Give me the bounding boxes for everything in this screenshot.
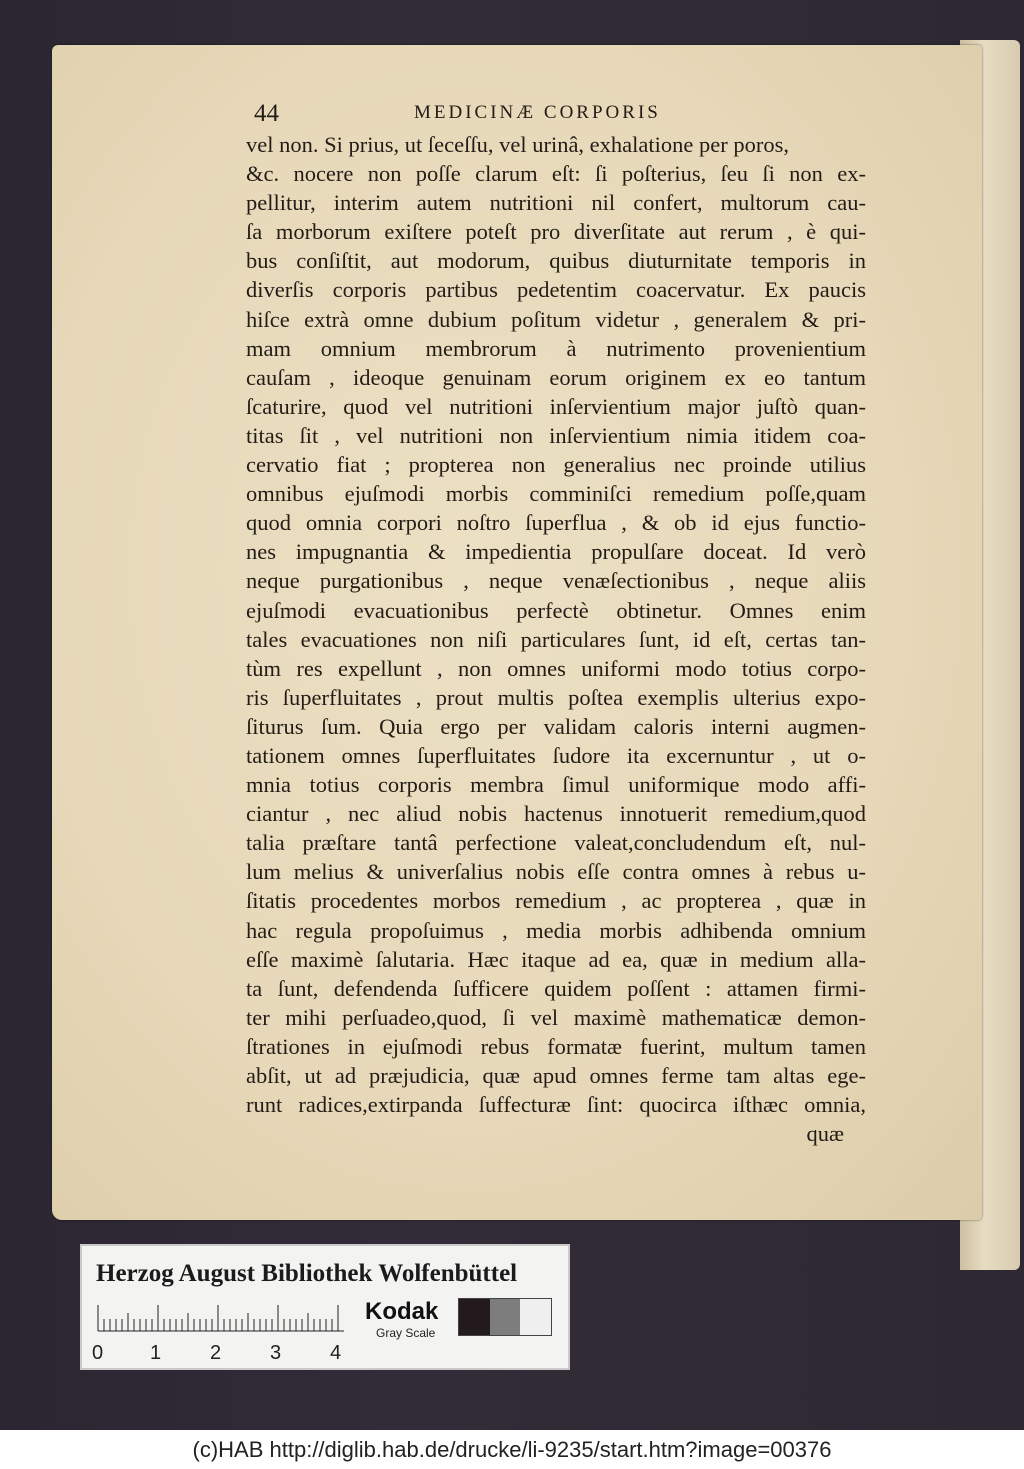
ruler-label: 0 (92, 1342, 104, 1364)
kodak-logo: Kodak (365, 1298, 439, 1325)
running-head: MEDICINÆ CORPORIS (414, 102, 661, 123)
ruler-label: 1 (150, 1342, 162, 1364)
text-line: tùm res expellunt , non omnes uniformi modo totius corpo- (246, 655, 866, 681)
text-line: ris ſuperfluitates , prout multis poſtea exemplis ulterius expo- (246, 684, 866, 710)
text-line: nes impugnantia & impedientia propulſare doceat. Id verò (246, 539, 866, 565)
text-line: ejuſmodi evacuationibus perfectè obtinetur. Omnes enim (246, 597, 866, 623)
text-line: hac regula propoſuimus , media morbis adhibenda omnium (246, 917, 866, 943)
text-line: quod omnia corpori noſtro ſuperflua , & ob id ejus functio- (246, 510, 866, 536)
grayscale-label: Gray Scale (376, 1326, 436, 1340)
text-line: omnibus ejuſmodi morbis comminiſci remedium poſſe,quam (246, 481, 866, 507)
text-line: ſa morborum exiſtere poteſt pro diverſitate aut rerum , è qui- (246, 219, 866, 245)
ruler-label: 3 (270, 1342, 282, 1364)
library-color-card (80, 1244, 570, 1370)
swatch-dark (459, 1299, 490, 1335)
text-line: pellitur, interim autem nutritioni nil confert, multorum cau- (246, 190, 866, 216)
text-line: ſtrationes in ejuſmodi rebus formatæ fuerint, multum tamen (246, 1033, 866, 1059)
text-line: lum melius & univerſalius nobis eſſe contra omnes à rebus u- (246, 859, 866, 885)
text-line: ter mihi perſuadeo,quod, ſi vel maximè mathematicæ demon- (246, 1004, 866, 1030)
text-line: ſiturus ſum. Quia ergo per validam caloris interni augmen- (246, 713, 866, 739)
text-line: neque purgationibus , neque venæſectionibus , neque aliis (246, 568, 866, 594)
text-line: tales evacuationes non niſi particulares ſunt, id eſt, certas tan- (246, 626, 866, 652)
page-header (246, 96, 866, 130)
ruler-label: 4 (330, 1342, 342, 1364)
ruler-labels (92, 1342, 352, 1366)
ruler-label: 2 (210, 1342, 222, 1364)
swatch-mid (490, 1299, 521, 1335)
text-line: runt radices,extirpanda ſuffecturæ ſint: quocirca iſthæc omnia, (246, 1092, 866, 1118)
text-line: bus conſiſtit, aut modorum, quibus diuturnitate temporis in (246, 248, 866, 274)
grayscale-swatches (458, 1298, 552, 1336)
text-line: vel non. Si prius, ut ſeceſſu, vel urinâ, exhalatione per poros, (246, 132, 789, 157)
text-line: &c. nocere non poſſe clarum eſt: ſi poſterius, ſeu ſi non ex- (246, 161, 866, 187)
library-name: Herzog August Bibliothek Wolfenbüttel (96, 1260, 518, 1287)
text-line: ſcaturire, quod vel nutritioni inſervientium major juſtò quan- (246, 393, 866, 419)
page-text-block (246, 96, 866, 1148)
text-line: talia præſtare tantâ perfectione valeat,concludendum eſt, nul- (246, 830, 866, 856)
text-line: ciantur , nec aliud nobis hactenus innotuerit remedium,quod (246, 801, 866, 827)
body-text (246, 130, 866, 1119)
text-line: cervatio fiat ; propterea non generalius nec proinde utilius (246, 452, 866, 478)
text-line: tationem omnes ſuperfluitates ſudore ita excernuntur , ut o- (246, 742, 866, 768)
text-line: diverſis corporis partibus pedetentim coacervatur. Ex paucis (246, 277, 866, 303)
text-line: abſit, ut ad præjudicia, quæ apud omnes ferme tam altas ege- (246, 1063, 866, 1088)
swatch-light (520, 1299, 551, 1335)
text-line: mnia totius corporis membra ſimul uniformique modo affi- (246, 772, 866, 798)
text-line: hiſce extrà omne dubium poſitum videtur , generalem & pri- (246, 306, 866, 332)
ruler-scale (96, 1302, 346, 1332)
catchword: quæ (806, 1121, 844, 1147)
text-line: cauſam , ideoque genuinam eorum originem ex eo tantum (246, 364, 866, 390)
text-line: ſitatis procedentes morbos remedium , ac propterea , quæ in (246, 888, 866, 914)
text-line: eſſe maximè ſalutaria. Hæc itaque ad ea, quæ in medium alla- (246, 946, 866, 972)
text-line: mam omnium membrorum à nutrimento provenientium (246, 335, 866, 361)
copyright-footer: (c)HAB http://diglib.hab.de/drucke/li-9235/start.htm?image=00376 (0, 1430, 1024, 1469)
text-line: ta ſunt, defendenda ſufficere quidem poſſent : attamen firmi- (246, 975, 866, 1001)
text-line: titas ſit , vel nutritioni non inſervientium nimia itidem coa- (246, 422, 866, 448)
page-number: 44 (254, 100, 279, 127)
